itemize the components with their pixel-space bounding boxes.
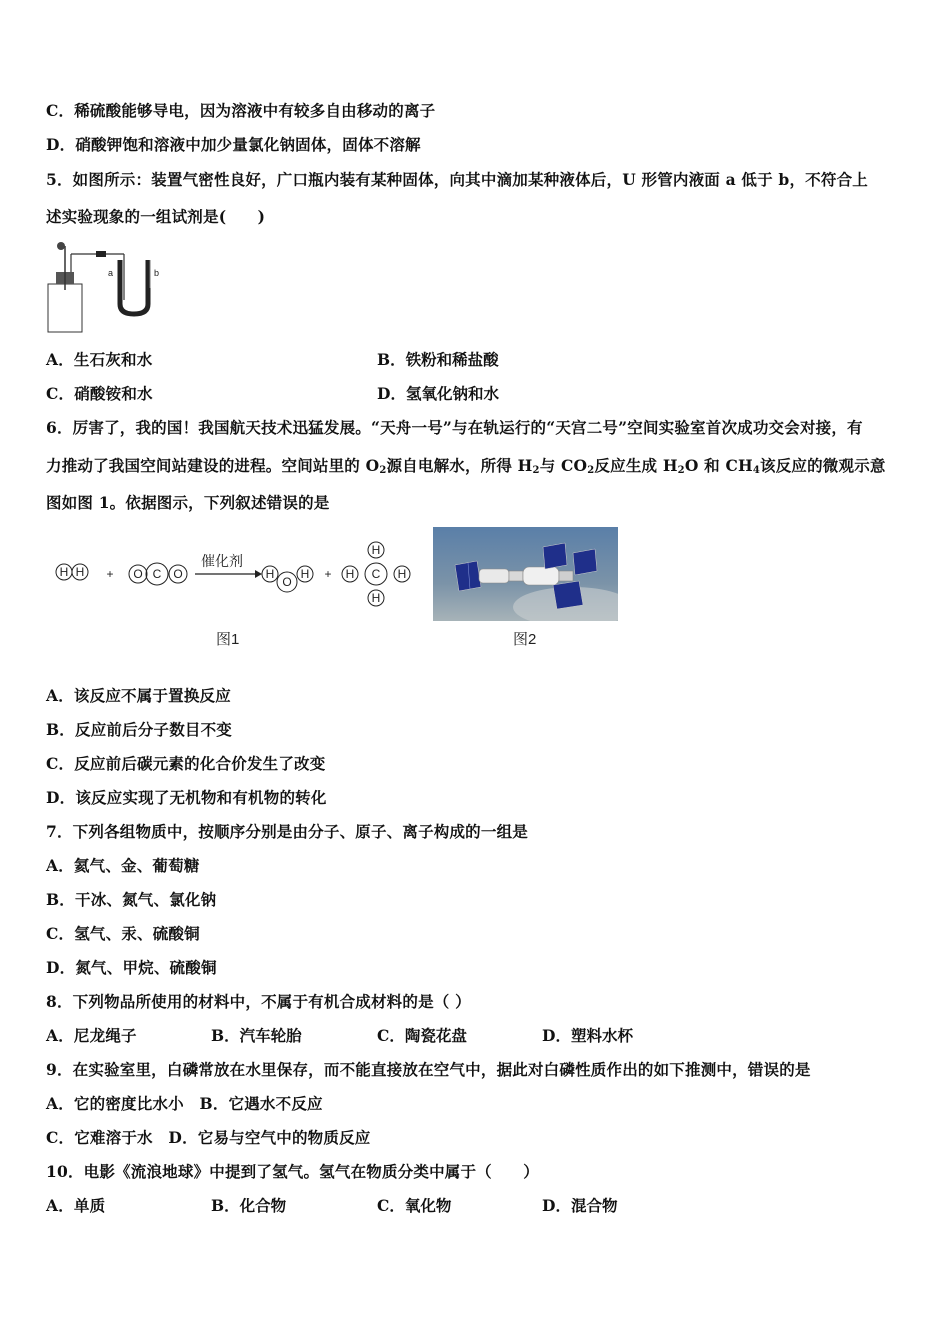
question-9: 9．在实验室里，白磷常放在水里保存，而不能直接放在空气中，据此对白磷性质作出的如下推测中，错误的是	[46, 1060, 811, 1079]
question-6-line3: 图如图 1。依据图示，下列叙述错误的是	[46, 493, 330, 512]
atom-h: H	[397, 567, 407, 581]
label-a: a	[108, 268, 114, 278]
question-6-line1: 6．厉害了，我的国！我国航天技术迅猛发展。“天舟一号”与在轨运行的“天宫二号”空间实验室首次成功交会对接，有	[46, 418, 863, 437]
line-c-option: C．稀硫酸能够导电，因为溶液中有较多自由移动的离子	[46, 101, 436, 120]
q5-option-d: D．氢氧化钠和水	[377, 384, 499, 403]
atom-h: H	[371, 591, 381, 605]
atom-h: H	[345, 567, 355, 581]
reaction-diagram	[50, 538, 420, 608]
q7-option-a: A．氦气、金、葡萄糖	[46, 856, 200, 875]
question-8: 8．下列物品所使用的材料中，不属于有机合成材料的是（ ）	[46, 992, 471, 1011]
plus-sign: +	[324, 567, 332, 581]
question-7: 7．下列各组物质中，按顺序分别是由分子、原子、离子构成的一组是	[46, 822, 528, 841]
figure-1-caption: 图1	[216, 631, 240, 648]
atom-h: H	[265, 567, 275, 581]
atom-c: C	[371, 567, 381, 581]
catalyst-label: 催化剂	[201, 553, 243, 569]
atom-h: H	[59, 565, 69, 579]
label-b: b	[154, 268, 160, 278]
q7-option-d: D．氮气、甲烷、硫酸铜	[46, 958, 217, 977]
q5-option-a: A．生石灰和水	[46, 350, 153, 369]
q6-option-a: A．该反应不属于置换反应	[46, 686, 231, 705]
line-d-option: D．硝酸钾饱和溶液中加少量氯化钠固体，固体不溶解	[46, 135, 421, 154]
q5-option-c: C．硝酸铵和水	[46, 384, 153, 403]
q8-option-d: D．塑料水杯	[542, 1026, 633, 1045]
question-6-line2: 力推动了我国空间站建设的进程。空间站里的 $O_2$源自电解水，所得 $H_2$与 $CO_2$反应生成 $H_2O$ 和 $CH_4$该反应的微观示意	[46, 456, 886, 476]
question-10: 10．电影《流浪地球》中提到了氢气。氢气在物质分类中属于（ ）	[46, 1162, 539, 1181]
atom-c: C	[152, 567, 162, 581]
q5-option-b: B．铁粉和稀盐酸	[377, 350, 499, 369]
q10-option-c: C．氧化物	[377, 1196, 452, 1215]
q8-option-a: A．尼龙绳子	[46, 1026, 137, 1045]
q6-option-b: B．反应前后分子数目不变	[46, 720, 233, 739]
figure-2-caption: 图2	[513, 631, 537, 648]
q8-option-b: B．汽车轮胎	[211, 1026, 302, 1045]
atom-o: O	[133, 567, 143, 581]
q7-option-b: B．干冰、氮气、氯化钠	[46, 890, 217, 909]
question-5-line1: 5．如图所示：装置气密性良好，广口瓶内装有某种固体，向其中滴加某种液体后，U 形管内液面 a 低于 b，不符合上	[46, 170, 868, 189]
space-station-image	[433, 527, 618, 621]
atom-o: O	[282, 575, 292, 589]
plus-sign: +	[106, 567, 114, 581]
atom-h: H	[75, 565, 85, 579]
atom-o: O	[173, 567, 183, 581]
q10-option-a: A．单质	[46, 1196, 106, 1215]
q10-option-d: D．混合物	[542, 1196, 618, 1215]
question-5-line2: 述实验现象的一组试剂是( )	[46, 207, 266, 226]
q7-option-c: C．氢气、汞、硫酸铜	[46, 924, 200, 943]
q9-options-ab: A．它的密度比水小 B．它遇水不反应	[46, 1094, 323, 1113]
q9-options-cd: C．它难溶于水 D．它易与空气中的物质反应	[46, 1128, 371, 1147]
atom-h: H	[300, 567, 310, 581]
atom-h: H	[371, 543, 381, 557]
q10-option-b: B．化合物	[211, 1196, 287, 1215]
q6-option-c: C．反应前后碳元素的化合价发生了改变	[46, 754, 326, 773]
apparatus-figure	[44, 240, 174, 336]
q6-option-d: D．该反应实现了无机物和有机物的转化	[46, 788, 327, 807]
q8-option-c: C．陶瓷花盘	[377, 1026, 467, 1045]
